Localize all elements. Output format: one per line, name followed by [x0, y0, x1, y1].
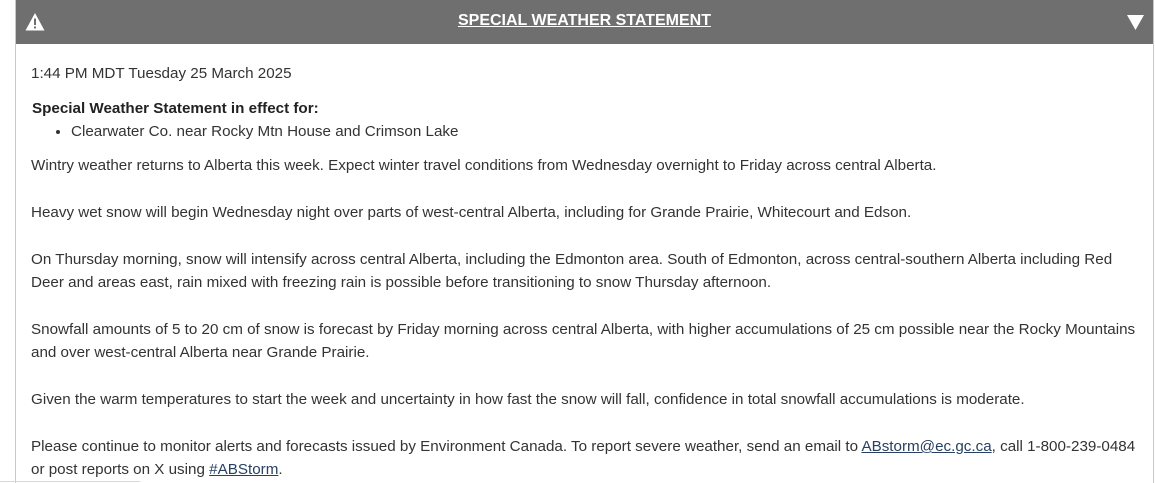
- statement-paragraph: Wintry weather returns to Alberta this week. Expect winter travel conditions from Wednesday overnight to Friday across central Alberta.: [31, 157, 937, 174]
- contact-text: Please continue to monitor alerts and forecasts issued by Environment Canada. To report severe weather, send an email to: [31, 438, 862, 455]
- triangle-down-icon[interactable]: [1127, 15, 1144, 30]
- statement-paragraph: Snowfall amounts of 5 to 20 cm of snow is forecast by Friday morning across central Alberta, with higher accumulations of 25 cm possible near the Rocky Mountains and over west-central Alberta near Grande Prairie.: [31, 321, 1136, 361]
- contact-text: .: [278, 461, 283, 478]
- contact-text: , call 1-800-239-0484 or post reports on X using: [31, 438, 1136, 478]
- affected-area-item: • Clearwater Co. near Rocky Mtn House and Crimson Lake: [71, 120, 1138, 143]
- issued-timestamp: 1:44 PM MDT Tuesday 25 March 2025: [31, 65, 292, 82]
- divider: [0, 481, 140, 482]
- alert-header[interactable]: [16, 0, 1153, 44]
- email-link[interactable]: ABstorm@ec.gc.ca: [861, 438, 992, 455]
- statement-paragraph: Given the warm temperatures to start the week and uncertainty in how fast the snow will fall, confidence in total snowfall accumulations is moderate.: [31, 391, 1025, 408]
- hashtag-link[interactable]: #ABStorm: [209, 461, 279, 478]
- alert-title-link[interactable]: SPECIAL WEATHER STATEMENT: [457, 12, 712, 29]
- alert-body: [16, 62, 1153, 481]
- statement-paragraph: Heavy wet snow will begin Wednesday night over parts of west-central Alberta, including for Grande Prairie, Whitecourt and Edson.: [31, 204, 912, 221]
- contact-paragraph: [31, 435, 1138, 481]
- weather-alert-panel: [15, 0, 1154, 483]
- affected-areas-list: [31, 120, 1138, 143]
- in-effect-heading: Special Weather Statement in effect for:: [32, 100, 319, 117]
- statement-paragraph: On Thursday morning, snow will intensify across central Alberta, including the Edmonton area. South of Edmonton, across central-southern Alberta including Red Deer and areas east, rain mixed with freezing rain is possible before transitioning to snow Thursday afternoon.: [31, 251, 1113, 291]
